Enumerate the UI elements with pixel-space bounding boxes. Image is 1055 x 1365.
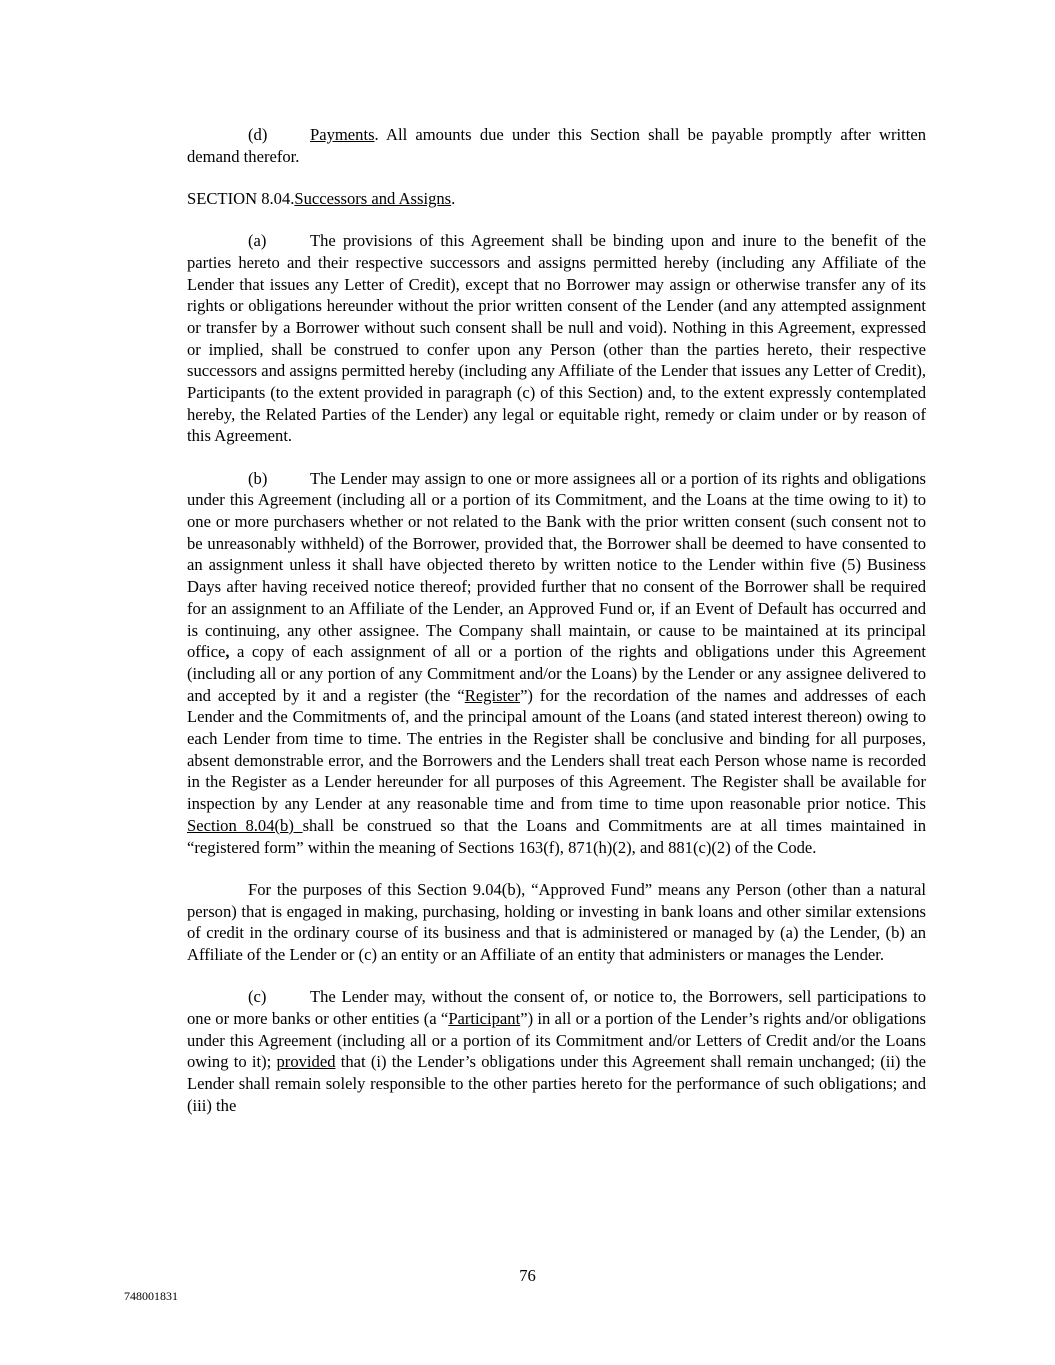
paragraph-a: [187, 230, 926, 447]
document-id: 748001831: [124, 1289, 178, 1303]
defined-term-provided: provided: [276, 1052, 336, 1072]
paragraph-approved-fund: [187, 879, 926, 966]
page-number: 76: [519, 1266, 536, 1285]
paragraph-text: The provisions of this Agreement shall be binding upon and inure to the benefit of the parties hereto and their respective successors and assigns permitted hereby (including any Affiliate of the Lender that issues any Letter of Credit), except that no Borrower may assign or otherwise transfer any of its rights or obligations hereunder without the prior written consent of the Lender (and any attempted assignment or transfer by a Borrower without such consent shall be null and void). Nothing in this Agreement, expressed or implied, shall be construed to confer upon any Person (other than the parties hereto, their respective successors and assigns permitted hereby (including any Affiliate of the Lender that issues any Letter of Credit), Participants (to the extent provided in paragraph (c) of this Section) and, to the extent expressly contemplated hereby, the Related Parties of the Lender) any legal or equitable right, remedy or claim under or by reason of this Agreement.: [187, 231, 926, 446]
section-heading: SECTION 8.04.Successors and Assigns.: [187, 188, 456, 208]
section-title: Successors and Assigns: [294, 188, 452, 208]
defined-term-participant: Participant: [448, 1008, 521, 1028]
section-number: SECTION 8.04.: [187, 188, 295, 208]
paragraph-text: The Lender may, without the consent of, or notice to, the Borrowers, sell participations to one or more banks or other entities (a “: [187, 987, 926, 1028]
paragraph-b: (b) The Lender may assign to one or more assignees all or a portion of its rights and obligations under this Agreement (including all or a portion of its Commitment, and the Loans at the time owing to it) to one or more purchasers whether or not related to the Bank with the prior written consent (such consent not to be unreasonably withheld) of the Borrower, provided that, the Borrower shall be deemed to have consented to an assignment unless it shall have objected thereto by written notice to the Lender within five (5) Business Days after having received notice thereof; provided further that no consent of the Borrower shall be required for an assignment to an Affiliate of the Lender, an Approved Fund or, if an Event of Default has occurred and is continuing, any other assignee. The Company shall maintain, or cause to be maintained at its principal office, a copy of each assignment of all or a portion of the rights and obligations under this Agreement (including all or any portion of any Commitment and/or the Loans) by the Lender or any assignee delivered to and accepted by it and a register (the “Register”) for the recordation of the names and addresses of each Lender and the Commitments of, and the principal amount of the Loans (and stated interest thereon) owing to each Lender from time to time. The entries in the Register shall be conclusive and binding for all purposes, absent demonstrable error, and the Borrowers and the Lenders shall treat each Person whose name is recorded in the Register as a Lender hereunder for all purposes of this Agreement. The Register shall be available for inspection by any Lender at any reasonable time and from time to time upon reasonable prior notice. This Section 8.04(b) shall be construed so that the Loans and Commitments are at all times maintained in “registered form” within the meaning of Sections 163(f), 871(h)(2), and 881(c)(2) of the Code.: [187, 468, 926, 857]
paragraph-marker: (b): [248, 468, 268, 488]
paragraph-c: (c) The Lender may, without the consent of, or notice to, the Borrowers, sell participations to one or more banks or other entities (a “Participant”) in all or a portion of the Lender’s rights and/or obligations under this Agreement (including all or a portion of its Commitment and/or Letters of Credit and/or the Loans owing to it); provided that (i) the Lender’s obligations under this Agreement shall remain unchanged; (ii) the Lender shall remain solely responsible to the other parties hereto for the performance of such obligations; and (iii) the: [187, 987, 926, 1115]
section-reference: Section 8.04(b): [187, 815, 303, 835]
paragraph-d: (d) Payments. All amounts due under this Section shall be payable promptly after written demand therefor.: [187, 125, 926, 166]
paragraph-title: Payments: [310, 125, 375, 144]
paragraph-text: The Lender may assign to one or more assignees all or a portion of its rights and obligations under this Agreement (including all or a portion of its Commitment, and the Loans at the time owing to it) to one or more purchasers whether or not related to the Bank with the prior written consent (such consent not to be unreasonably withheld) of the Borrower, provided that, the Borrower shall be deemed to have consented to an assignment unless it shall have objected thereto by written notice to the Lender within five (5) Business Days after having received notice thereof; provided further that no consent of the Borrower shall be required for an assignment to an Affiliate of the Lender, an Approved Fund or, if an Event of Default has occurred and is continuing, any other assignee. The Company shall maintain, or cause to be maintained at its principal office: [187, 468, 926, 662]
paragraph-text: For the purposes of this Section 9.04(b), “Approved Fund” means any Person (other than a natural person) that is engaged in making, purchasing, holding or investing in bank loans and other similar extensions of credit in the ordinary course of its business and that is administered or managed by (a) the Lender, (b) an Affiliate of the Lender or (c) an entity or an Affiliate of an entity that administers or manages the Lender.: [187, 879, 926, 964]
paragraph-marker: (a): [248, 231, 267, 251]
paragraph-marker: (d): [248, 125, 268, 144]
document-body: [187, 124, 926, 1137]
paragraph-text: All amounts due under this Section shall be payable promptly after written demand therefor.: [187, 125, 926, 166]
paragraph-marker: (c): [248, 987, 267, 1007]
defined-term-register: Register: [464, 685, 521, 705]
